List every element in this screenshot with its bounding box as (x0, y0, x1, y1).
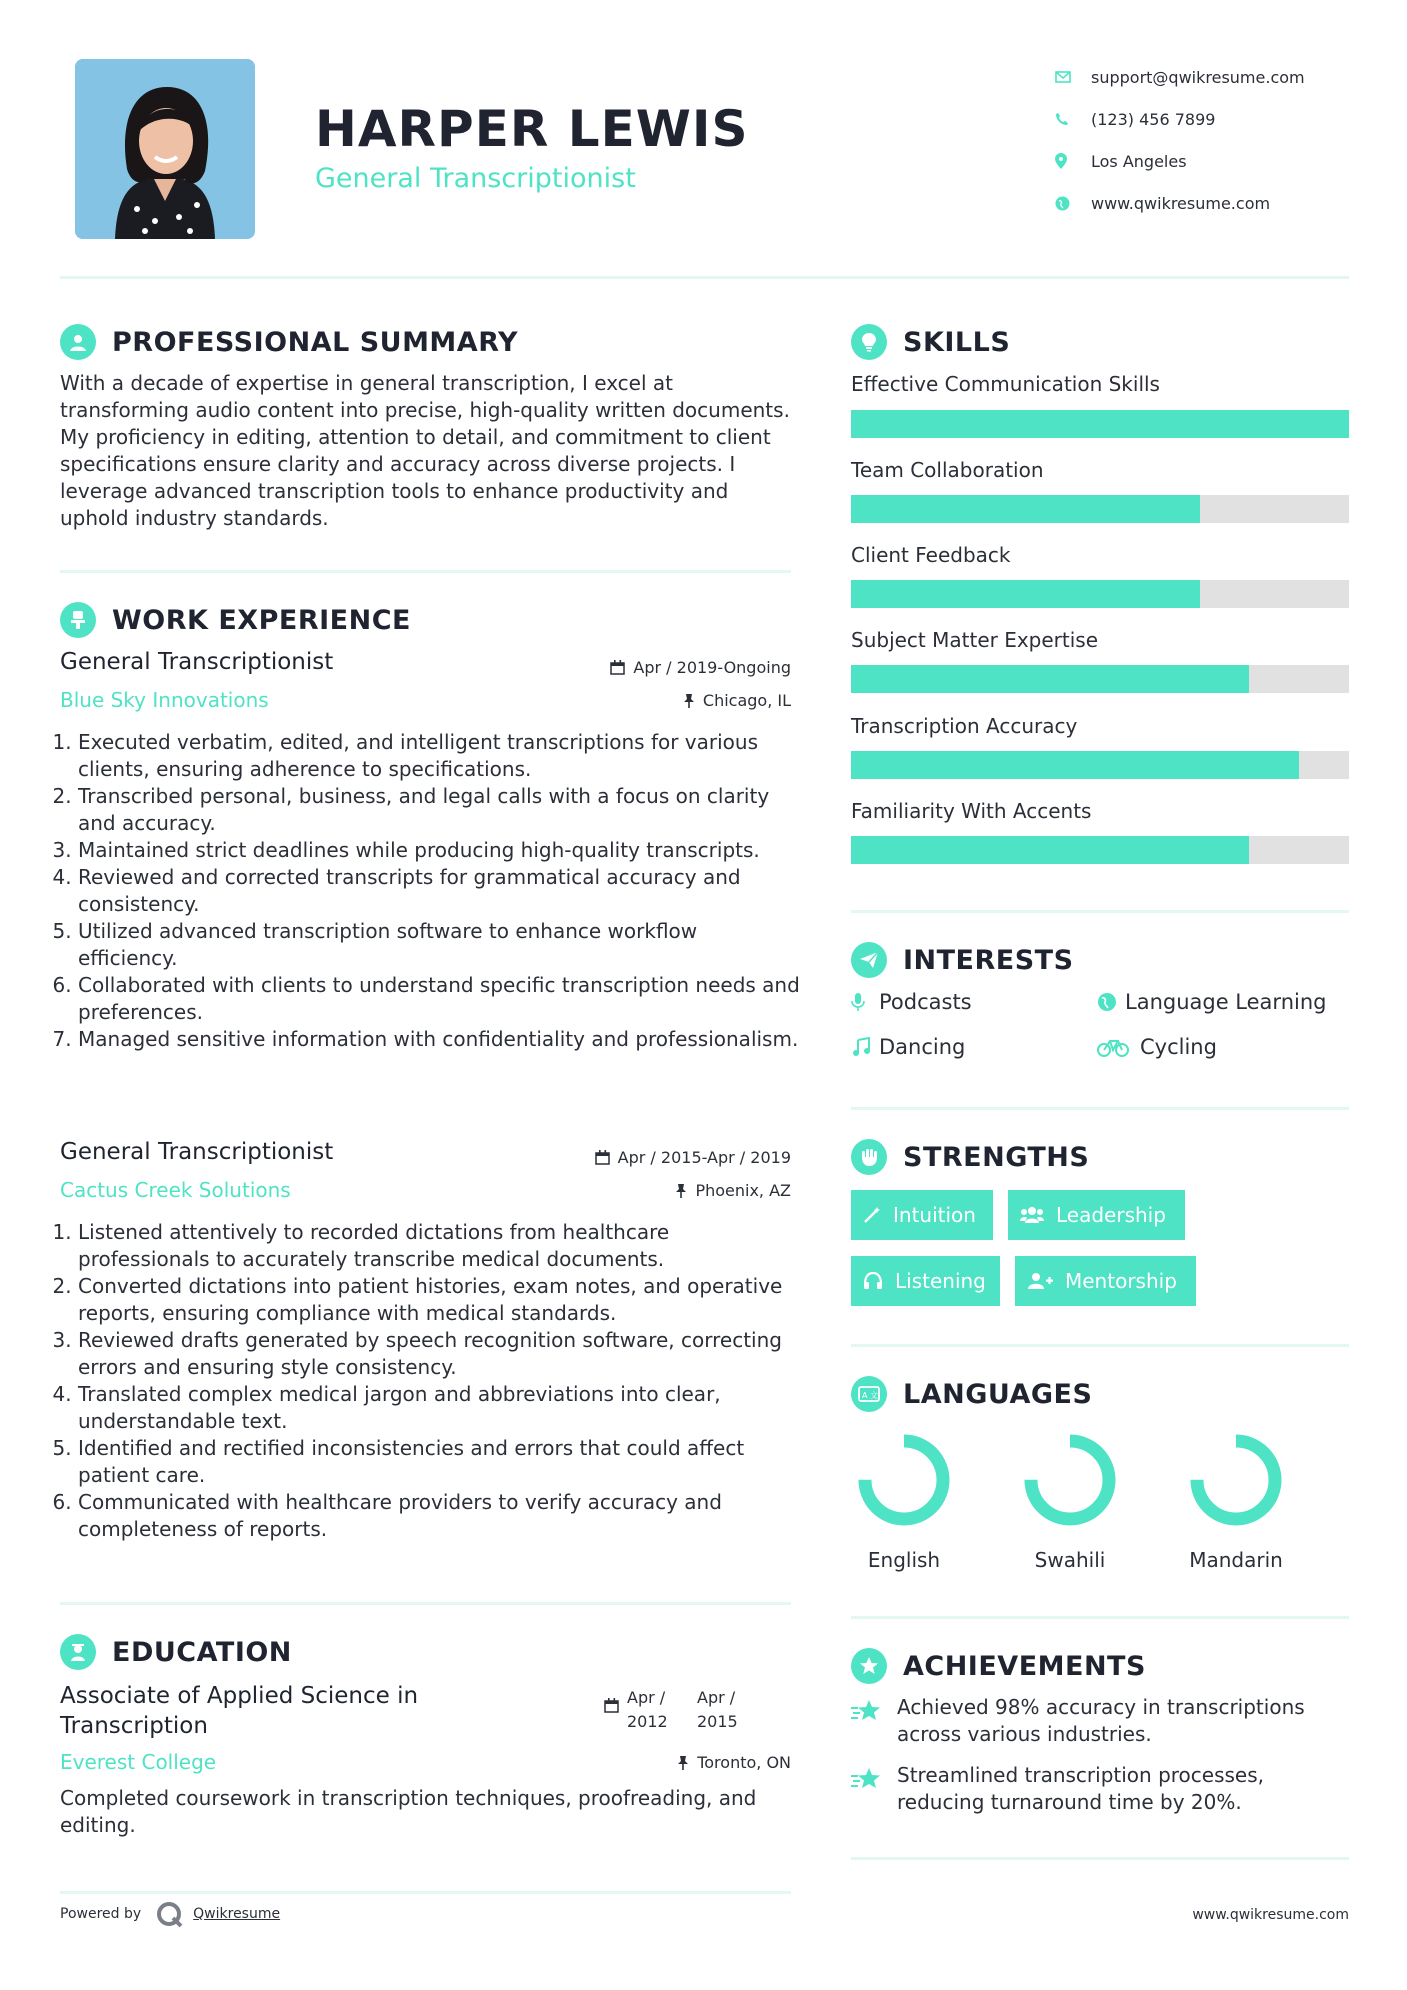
interest-label: Cycling (1140, 1035, 1217, 1059)
bicycle-icon (1097, 1037, 1140, 1057)
globe-icon (1055, 193, 1091, 213)
education-degree: Associate of Applied Science in Transcription (60, 1683, 419, 1739)
interest-label: Podcasts (879, 990, 972, 1014)
skill-5-name: Transcription Accuracy (851, 714, 1078, 738)
achievements-divider (851, 1857, 1349, 1860)
job-1-location (683, 691, 791, 710)
language-ring (854, 1430, 954, 1530)
language-ring (1020, 1430, 1120, 1530)
languages-divider (851, 1616, 1349, 1619)
language-label: Mandarin (1189, 1548, 1283, 1572)
envelope-icon (1055, 67, 1091, 87)
skill-6-name: Familiarity With Accents (851, 799, 1092, 823)
contact-email[interactable] (1055, 56, 1355, 98)
strengths-title: STRENGTHS (903, 1141, 1090, 1173)
achievement-text: Streamlined transcription processes, reducing turnaround time by 20%. (897, 1763, 1265, 1814)
footer-powered-by (60, 1900, 280, 1928)
strength-label: Intuition (893, 1203, 976, 1227)
map-pin-icon (1055, 151, 1091, 171)
job-1-title: General Transcriptionist (60, 649, 334, 675)
avatar-illustration (75, 59, 255, 239)
qwikresume-logo-icon (155, 1900, 185, 1928)
summary-text: With a decade of expertise in general transcription, I excel at transforming audio content into precise, high-quality written documents. My proficiency in editing, attention to detail, and commitment to client specifications ensure clarity and accuracy across diverse projects. I leverage advanced transcription tools to enhance productivity and uphold industry standards. (60, 371, 790, 530)
skill-6-bar (851, 836, 1349, 864)
summary-title: PROFESSIONAL SUMMARY (112, 326, 519, 358)
education-school: Everest College (60, 1750, 217, 1774)
list-item: 1. Listened attentively to recorded dictations from healthcare professionals to accurately transcribe medical documents. (78, 1219, 800, 1273)
pushpin-icon (675, 1183, 687, 1198)
star-badge-icon (851, 1648, 887, 1684)
calendar-icon (595, 1150, 610, 1165)
list-item: 5. Identified and rectified inconsistencies and errors that could affect patient care. (78, 1435, 800, 1489)
skill-2-bar (851, 495, 1349, 523)
list-item: 2. Converted dictations into patient histories, exam notes, and operative reports, ensuring compliance with medical standards. (78, 1273, 800, 1327)
list-item: 2. Transcribed personal, business, and legal calls with a focus on clarity and accuracy. (78, 783, 800, 837)
users-icon (1020, 1206, 1044, 1224)
interest-label: Dancing (879, 1035, 966, 1059)
list-item: 4. Translated complex medical jargon and abbreviations into clear, understandable text. (78, 1381, 800, 1435)
microphone-icon (851, 992, 879, 1012)
summary-divider (60, 570, 791, 573)
strength-chip-leadership (1008, 1190, 1185, 1240)
contact-website[interactable] (1055, 182, 1355, 224)
education-end: Apr / 2015 (697, 1688, 738, 1731)
job-1-company: Blue Sky Innovations (60, 688, 269, 712)
interests-divider (851, 1107, 1349, 1110)
user-icon (60, 324, 96, 360)
calendar-icon (604, 1698, 619, 1713)
job-2-location (675, 1181, 791, 1200)
magic-wand-icon (863, 1206, 881, 1224)
strength-label: Mentorship (1065, 1269, 1177, 1293)
globe-icon (1097, 992, 1125, 1012)
svg-text:文: 文 (870, 1391, 878, 1400)
experience-heading (60, 602, 411, 638)
experience-divider (60, 1602, 791, 1605)
contact-list (1055, 56, 1355, 224)
skill-5-fill (851, 751, 1299, 779)
language-swahili (1015, 1430, 1125, 1572)
profile-photo (75, 59, 255, 239)
interests-heading (851, 942, 1074, 978)
briefcase-icon (60, 602, 96, 638)
svg-text:A: A (862, 1391, 868, 1400)
job-2-location-text: Phoenix, AZ (695, 1181, 791, 1200)
header-divider (60, 276, 1349, 279)
powered-by-label: Powered by (60, 1906, 142, 1922)
job-2-duties (60, 1219, 800, 1543)
skill-2-name: Team Collaboration (851, 458, 1044, 482)
skills-title: SKILLS (903, 326, 1011, 358)
contact-location-text: Los Angeles (1091, 151, 1187, 171)
contact-email-text: support@qwikresume.com (1091, 67, 1305, 87)
lightbulb-icon (851, 324, 887, 360)
fist-icon (851, 1139, 887, 1175)
pushpin-icon (677, 1755, 689, 1770)
strength-chip-mentorship (1015, 1256, 1196, 1306)
list-item: 7. Managed sensitive information with confidentiality and professionalism. (78, 1026, 800, 1053)
strength-label: Leadership (1056, 1203, 1166, 1227)
music-note-icon (851, 1037, 879, 1057)
contact-phone-text: (123) 456 7899 (1091, 109, 1216, 129)
language-mandarin (1181, 1430, 1291, 1572)
skill-1-bar (851, 410, 1349, 438)
languages-heading (851, 1376, 1092, 1412)
skill-5-bar (851, 751, 1349, 779)
achievement-2 (851, 1762, 1349, 1816)
job-2-company: Cactus Creek Solutions (60, 1178, 291, 1202)
job-1-duties (60, 729, 800, 1053)
star-icon (851, 1694, 897, 1748)
interest-label: Language Learning (1125, 990, 1327, 1014)
education-title: EDUCATION (112, 1636, 292, 1668)
skill-2-fill (851, 495, 1200, 523)
job-2-date-text: Apr / 2015-Apr / 2019 (617, 1148, 791, 1167)
calendar-icon (610, 660, 625, 675)
phone-icon (1055, 109, 1091, 129)
achievement-text: Achieved 98% accuracy in transcriptions across various industries. (897, 1695, 1305, 1746)
contact-phone[interactable] (1055, 98, 1355, 140)
star-icon (851, 1762, 897, 1816)
list-item: 4. Reviewed and corrected transcripts for grammatical accuracy and consistency. (78, 864, 800, 918)
paper-plane-icon (851, 942, 887, 978)
skill-1-fill (851, 410, 1349, 438)
strengths-divider (851, 1344, 1349, 1347)
footer-website[interactable]: www.qwikresume.com (1192, 1907, 1349, 1923)
skill-4-fill (851, 665, 1249, 693)
language-icon (851, 1376, 887, 1412)
footer-brand-link[interactable]: Qwikresume (193, 1906, 281, 1922)
skill-3-bar (851, 580, 1349, 608)
candidate-name: HARPER LEWIS (315, 100, 749, 158)
list-item: 6. Collaborated with clients to understand specific transcription needs and preferences. (78, 972, 800, 1026)
strength-label: Listening (895, 1269, 986, 1293)
education-description: Completed coursework in transcription techniques, proofreading, and editing. (60, 1786, 757, 1837)
job-2-title: General Transcriptionist (60, 1139, 334, 1165)
job-1-date-text: Apr / 2019-Ongoing (633, 658, 791, 677)
skill-4-bar (851, 665, 1349, 693)
languages-title: LANGUAGES (903, 1378, 1093, 1410)
headphones-icon (863, 1272, 883, 1290)
achievements-heading (851, 1648, 1146, 1684)
skills-heading (851, 324, 1010, 360)
skill-3-fill (851, 580, 1200, 608)
job-2-date (595, 1148, 791, 1167)
footer-divider (60, 1891, 791, 1894)
skills-divider (851, 910, 1349, 913)
skill-3-name: Client Feedback (851, 543, 1011, 567)
strength-chip-intuition (851, 1190, 993, 1240)
education-dates (604, 1686, 743, 1734)
summary-heading (60, 324, 518, 360)
education-start: Apr / 2012 (627, 1688, 668, 1731)
list-item: 3. Maintained strict deadlines while producing high-quality transcripts. (78, 837, 800, 864)
language-english (849, 1430, 959, 1572)
job-1-location-text: Chicago, IL (702, 691, 791, 710)
interests-title: INTERESTS (903, 944, 1074, 976)
education-location (677, 1753, 791, 1772)
interest-language-learning (1097, 990, 1326, 1014)
language-label: Swahili (1034, 1548, 1106, 1572)
skill-1-name: Effective Communication Skills (851, 372, 1160, 396)
list-item: 3. Reviewed drafts generated by speech recognition software, correcting errors and ensuring style consistency. (78, 1327, 800, 1381)
skill-6-fill (851, 836, 1249, 864)
contact-location (1055, 140, 1355, 182)
strength-chip-listening (851, 1256, 1000, 1306)
achievements-title: ACHIEVEMENTS (903, 1650, 1146, 1682)
pushpin-icon (683, 693, 695, 708)
candidate-role: General Transcriptionist (315, 163, 636, 194)
list-item: 5. Utilized advanced transcription software to enhance workflow efficiency. (78, 918, 800, 972)
education-heading (60, 1634, 292, 1670)
strengths-heading (851, 1139, 1089, 1175)
skill-4-name: Subject Matter Expertise (851, 628, 1099, 652)
language-ring (1186, 1430, 1286, 1530)
contact-website-text: www.qwikresume.com (1091, 193, 1271, 213)
interest-cycling (1097, 1035, 1217, 1059)
experience-title: WORK EXPERIENCE (112, 604, 411, 636)
language-label: English (867, 1548, 941, 1572)
list-item: 6. Communicated with healthcare providers to verify accuracy and completeness of reports. (78, 1489, 800, 1543)
education-location-text: Toronto, ON (697, 1753, 791, 1772)
interest-podcasts (851, 990, 972, 1014)
graduation-icon (60, 1634, 96, 1670)
achievement-1 (851, 1694, 1349, 1748)
list-item: 1. Executed verbatim, edited, and intelligent transcriptions for various clients, ensuring adherence to specifications. (78, 729, 800, 783)
interest-dancing (851, 1035, 965, 1059)
job-1-date (610, 658, 791, 677)
user-plus-icon (1027, 1272, 1053, 1290)
